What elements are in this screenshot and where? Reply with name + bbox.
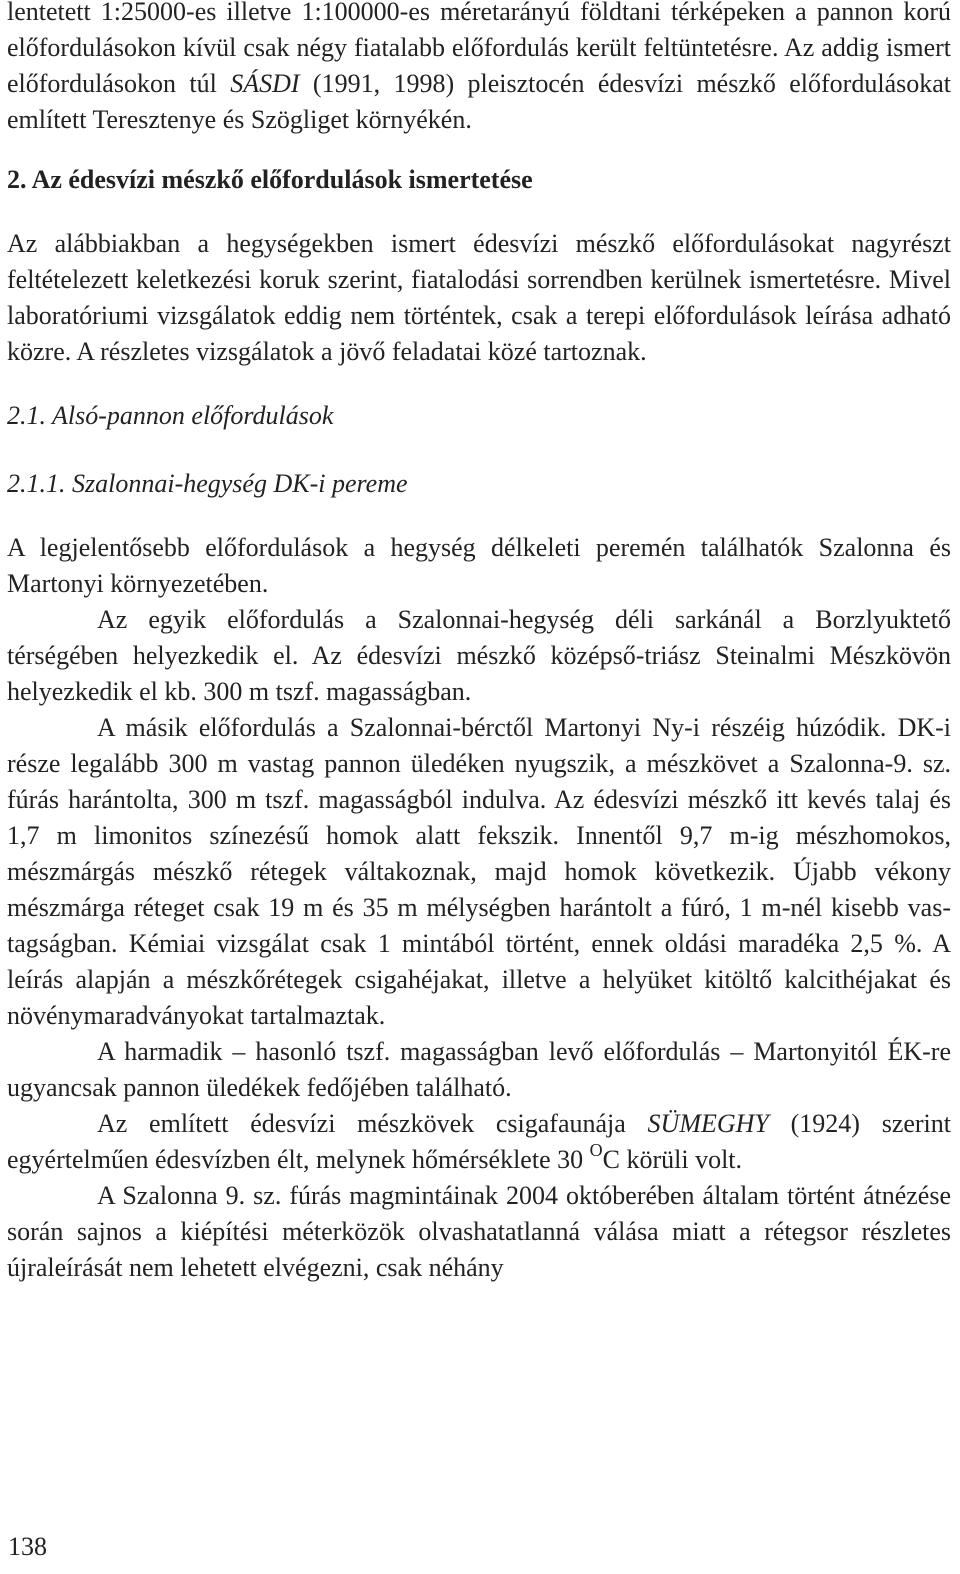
page-number: 138	[8, 1532, 47, 1561]
paragraph-temperature	[7, 1106, 951, 1178]
paragraph: Az egyik előfordulás a Szalonnai-hegység déli sarkánál a Borzlyuktető térségében helyezkedik el. Az édesvízi mészkő középső-triász Steinalmi Mészkövön helyezkedik el kb. 300 m tszf. magasságban.	[7, 605, 951, 706]
body-text	[7, 0, 951, 1286]
intro-text-1: lentetett 1:25000-es illetve 1:100000-es méretarányú földtani térképeken a pannon korú előfordulásokon kívül csak négy fiatalabb előfordulás került feltüntetésre. Az addig ismert előfordulásokon túl	[7, 0, 951, 98]
paragraph: A Szalonna 9. sz. fúrás magmintáinak 2004 októberében általam történt átnézése során sajnos a kiépítési méterközök olvashatatlanná válása miatt a rétegsor részletes újraleírását nem lehetett elvégezni, csak néhány	[7, 1181, 951, 1282]
subsubsection-heading: 2.1.1. Szalonnai-hegység DK-i pereme	[7, 469, 408, 498]
paragraph-text: (1924) szerint egyértelműen édesvízben élt, melynek hőmérséklete 30	[7, 1109, 952, 1174]
paragraph: A legjelentősebb előfordulások a hegység délkeleti peremén találhatók Szalonna és Martonyi környezetében.	[7, 533, 951, 598]
section-intro-paragraph: Az alábbiakban a hegységekben ismert édesvízi mészkő előfordulásokat nagyrészt feltételezett keletkezési koruk szerint, fiatalodási sorrendben kerülnek ismertetésre. Mivel laboratóriumi vizsgálatok eddig nem történtek, csak a terepi előfordulások leírása adható közre. A részletes vizsgálatok a jövő feladatai közé tartoznak.	[7, 229, 951, 366]
intro-text-2: (1991, 1998) pleisztocén édesvízi mészkő előfordulásokat említett Teresztenye és Szögliget környékén.	[7, 69, 951, 134]
section-heading: 2. Az édesvízi mészkő előfordulások ismertetése	[7, 165, 533, 194]
intro-paragraph	[7, 0, 951, 138]
paragraph: A másik előfordulás a Szalonnai-bérctől Martonyi Ny-i részéig húzódik. DK-i része legalább 300 m vastag pannon üledéken nyugszik, a mészkövet a Szalonna-9. sz. fúrás harántolta, 300 m tszf. magasságból indulva. Az édesvízi mészkő itt kevés talaj és 1,7 m limonitos színezésű homok alatt fekszik. Innentől 9,7 m-ig mészhomokos, mészmárgás mészkő rétegek váltakoznak, majd homok következik. Újabb vékony mészmárga réteget csak 19 m és 35 m mélységben harántolt a fúró, 1 m-nél kisebb vastagságban. Kémiai vizsgálat csak 1 mintából történt, ennek oldási maradéka 2,5 %. A leírás alapján a mészkőrétegek csigahéjakat, illetve a helyüket kitöltő kalcithéjakat és növénymaradványokat tartalmaztak.	[7, 713, 951, 1030]
author-name: SÜMEGHY	[647, 1109, 769, 1138]
paragraph: A harmadik – hasonló tszf. magasságban levő előfordulás – Martonyitól ÉK-re ugyancsak pannon üledékek fedőjében található.	[7, 1037, 951, 1102]
subsection-heading: 2.1. Alsó-pannon előfordulások	[7, 401, 334, 430]
author-name: SÁSDI	[230, 69, 300, 98]
degree-superscript: O	[589, 1140, 603, 1161]
paragraph-text: Az említett édesvízi mészkövek csigafaunája	[97, 1109, 648, 1138]
paragraph-text: C körüli volt.	[602, 1145, 743, 1174]
